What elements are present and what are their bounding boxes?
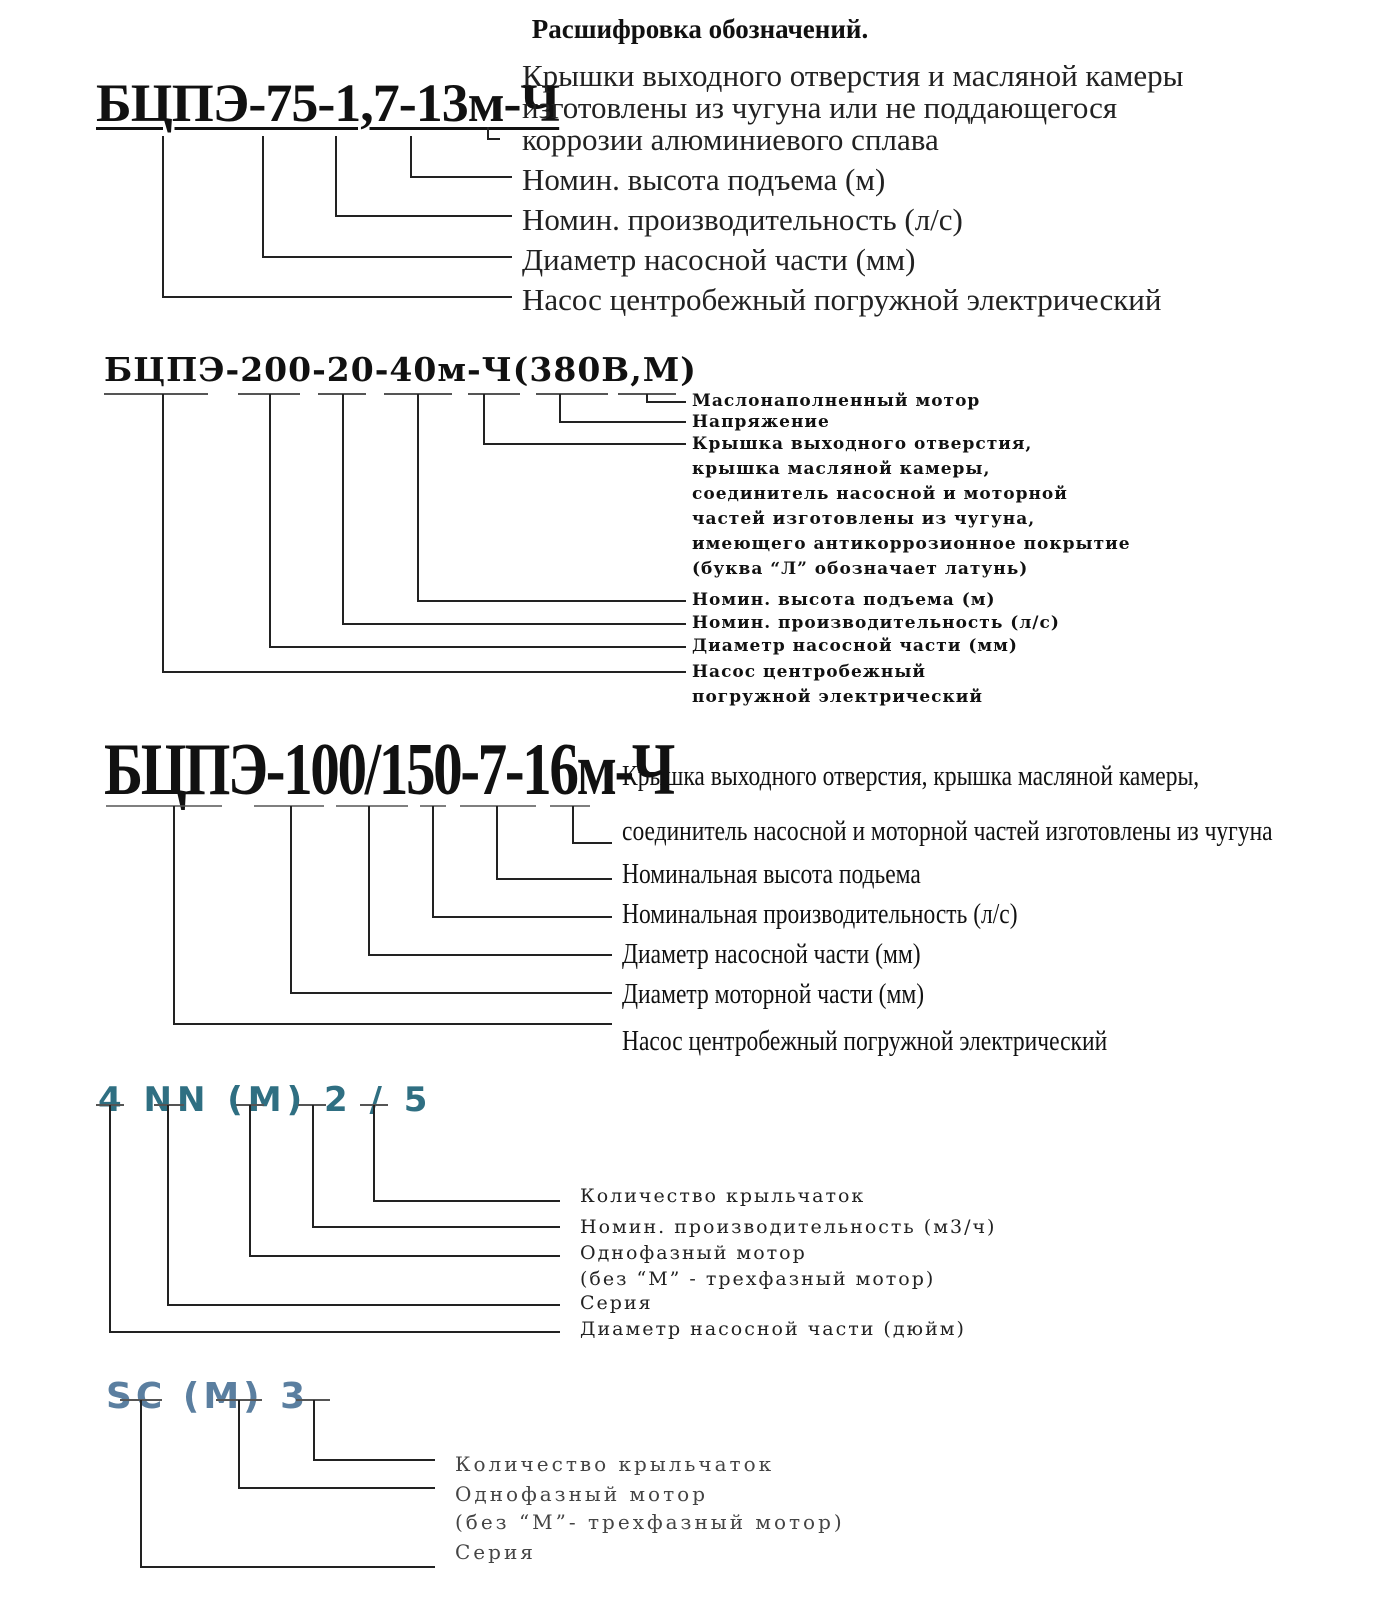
connector-4-motor xyxy=(250,1105,560,1256)
connector-3-motor-diameter xyxy=(291,806,612,993)
connector-4-flow xyxy=(313,1105,560,1227)
label-2-oil-motor: Маслонаполненный мотор xyxy=(692,391,981,411)
model-code-1: БЦПЭ-75-1,7-13м-Ч xyxy=(96,73,560,133)
label-3-pump-type: Насос центробежный погружной электрический xyxy=(622,1026,1108,1057)
label-2-material-line1: Крышка выходного отверстия, xyxy=(692,434,1033,454)
label-3-motor-diameter: Диаметр моторной части (мм) xyxy=(622,979,925,1010)
label-5-motor-line1: Однофазный мотор xyxy=(455,1482,709,1506)
label-3-head: Номинальная высота подьема xyxy=(622,859,921,890)
label-5-impellers: Количество крыльчаток xyxy=(455,1452,775,1476)
connector-2-head xyxy=(418,394,686,601)
label-2-voltage: Напряжение xyxy=(692,412,830,432)
connector-2-flow xyxy=(343,394,686,624)
label-2-material-line5: имеющего антикоррозионное покрытие xyxy=(692,534,1131,554)
label-4-flow: Номин. производительность (м3/ч) xyxy=(580,1216,997,1238)
label-2-pump-type-line2: погружной электрический xyxy=(692,687,984,707)
label-2-pump-type-line1: Насос центробежный xyxy=(692,662,927,682)
connector-3-material xyxy=(573,806,612,843)
connector-5-impellers xyxy=(314,1400,435,1460)
connector-3-pump-type xyxy=(174,806,612,1024)
label-5-motor-line2: (без “M”- трехфазный мотор) xyxy=(455,1510,845,1534)
label-4-impellers: Количество крыльчаток xyxy=(580,1185,866,1207)
label-1-covers-line2: изготовлены из чугуна или не поддающегося xyxy=(522,90,1118,125)
model-code-4: 4 NN (M) 2 / 5 xyxy=(98,1080,433,1120)
label-3-flow: Номинальная производительность (л/с) xyxy=(622,899,1018,930)
label-1-flow: Номин. производительность (л/с) xyxy=(522,202,963,237)
connector-1-pump-diameter xyxy=(263,136,512,257)
connector-2-voltage xyxy=(560,394,686,422)
label-4-motor-line1: Однофазный мотор xyxy=(580,1242,807,1264)
connectors-block-2 xyxy=(104,394,686,672)
connectors-block-3 xyxy=(106,806,612,1024)
connector-5-series xyxy=(141,1400,435,1567)
connector-1-covers xyxy=(488,127,500,139)
connectors-block-1 xyxy=(163,127,512,297)
connector-5-motor xyxy=(239,1400,435,1488)
connector-4-pump-diameter xyxy=(110,1105,560,1332)
label-2-material-line4: частей изготовлены из чугуна, xyxy=(692,509,1036,529)
label-2-pump-diameter: Диаметр насосной части (мм) xyxy=(692,636,1018,656)
connectors-block-4 xyxy=(96,1105,560,1332)
label-4-pump-diameter: Диаметр насосной части (дюйм) xyxy=(580,1318,966,1340)
page-title: Расшифровка обозначений. xyxy=(531,14,869,44)
label-1-covers-line3: коррозии алюминиевого сплава xyxy=(522,122,939,157)
model-code-5: SC (M) 3 xyxy=(106,1376,310,1417)
connector-4-series xyxy=(168,1105,560,1305)
connector-4-impellers xyxy=(374,1105,560,1201)
connector-3-pump-diameter xyxy=(369,806,612,955)
connector-2-pump-type xyxy=(163,394,686,672)
label-2-material-line2: крышка масляной камеры, xyxy=(692,459,991,479)
label-2-material-line3: соединитель насосной и моторной xyxy=(692,484,1068,504)
model-code-2: БЦПЭ-200-20-40м-Ч(380В,М) xyxy=(104,350,697,389)
label-2-material-line6: (буква “Л” обозначает латунь) xyxy=(692,559,1029,579)
connector-1-head xyxy=(411,136,512,177)
label-1-pump-diameter: Диаметр насосной части (мм) xyxy=(522,242,916,277)
label-3-material-line1: Крышка выходного отверстия, крышка масляной камеры, xyxy=(622,761,1200,792)
label-3-material-line2: соединитель насосной и моторной частей изготовлены из чугуна xyxy=(622,816,1273,847)
connector-2-pump-diameter xyxy=(270,394,686,647)
connector-3-flow xyxy=(433,806,612,917)
label-2-flow: Номин. производительность (л/с) xyxy=(692,613,1060,633)
label-4-motor-line2: (без “М” - трехфазный мотор) xyxy=(580,1268,936,1290)
label-4-series: Серия xyxy=(580,1292,653,1314)
label-1-pump-type: Насос центробежный погружной электрический xyxy=(522,282,1162,317)
label-2-head: Номин. высота подъема (м) xyxy=(692,590,996,610)
model-code-3: БЦПЭ-100/150-7-16м-Ч xyxy=(104,729,673,811)
label-5-series: Серия xyxy=(455,1540,536,1564)
connector-2-oil-motor xyxy=(647,394,686,402)
label-3-pump-diameter: Диаметр насосной части (мм) xyxy=(622,939,921,970)
label-1-head: Номин. высота подъема (м) xyxy=(522,162,886,197)
connectors-block-5 xyxy=(120,1400,435,1567)
label-1-covers-line1: Крышки выходного отверстия и масляной камеры xyxy=(522,58,1184,93)
